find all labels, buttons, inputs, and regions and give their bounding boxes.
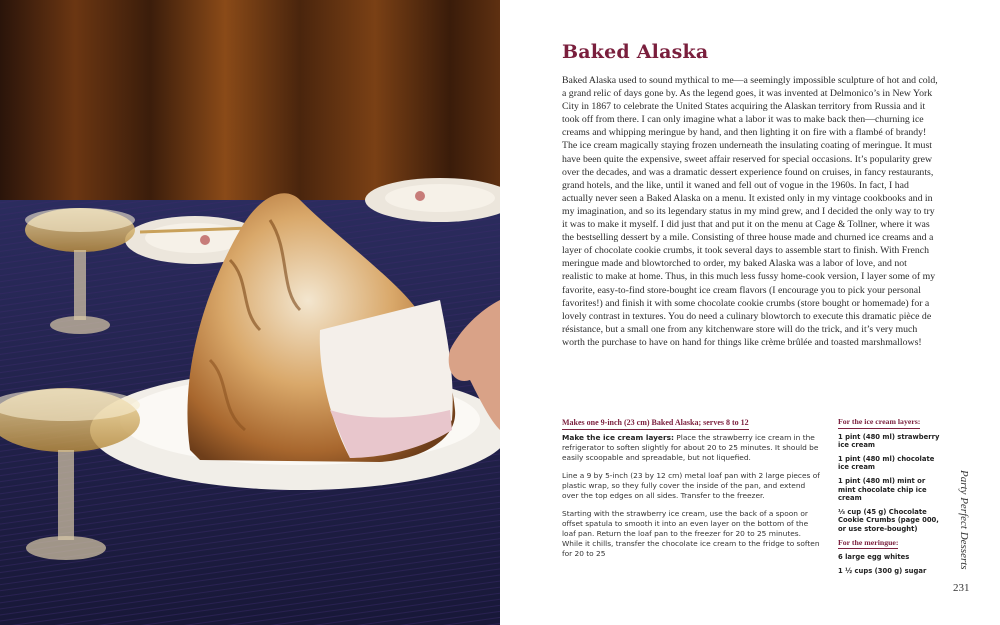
method-step <box>562 509 822 559</box>
step-text: Place the strawberry ice cream in the refrigerator to soften slightly for about 20 to 25 minutes. It should be easily scoopable and spreadable, but not liquefied. <box>562 433 819 462</box>
recipe-method <box>562 418 822 567</box>
page-number: 231 <box>953 582 970 594</box>
ingredient-item: 1 pint (480 ml) strawberry ice cream <box>838 432 940 450</box>
step-text: Line a 9 by 5-inch (23 by 12 cm) metal loaf pan with 2 large pieces of plastic wrap, so they fully cover the inside of the pan, and extend over the top edges on all sides. Transfer to the freezer. <box>562 471 820 500</box>
recipe-title: Baked Alaska <box>562 41 709 63</box>
recipe-yield: Makes one 9-inch (23 cm) Baked Alaska; serves 8 to 12 <box>562 418 749 430</box>
ingredients-heading-meringue: For the meringue: <box>838 539 898 550</box>
recipe-page <box>500 0 1000 625</box>
step-lead: Make the ice cream layers: <box>562 433 674 442</box>
ingredient-item: 1 pint (480 ml) chocolate ice cream <box>838 454 935 472</box>
chapter-side-label: Party Perfect Desserts <box>958 470 970 570</box>
ingredients-heading-ice-cream: For the ice cream layers: <box>838 418 920 429</box>
recipe-intro: Baked Alaska used to sound mythical to me—a seemingly impossible sculpture of hot and cold, a grand relic of days gone by. As the legend goes, it was invented at Delmonico’s in New York City in 1867 to celebrate the United States acquiring the Alaskan territory from Russia and it took off from there. I can only imagine what a labor it was to make back then—churning ice creams and whipping meringue by hand, and then lighting it on fire with a flambé of brandy! The ice cream magically staying frozen underneath the insulating coating of meringue. It must have been quite the expensive, sweet affair reserved for special occasions. It’s popularity grew over the decades, and was a dramatic dessert experience found on cruises, in fancy restaurants, grand hotels, and the like, until it waned and fell out of vogue in the 1960s. In fact, I had actually never seen a Baked Alaska on a menu. It existed only in my vintage cookbooks and in my imagination, and so its legendary status in my mind grew, and I decided the only way to try it was to make it myself. I did just that and put it on the menu at Cage & Tollner, where it was the bestselling dessert by a mile. Consisting of three house made and churned ice creams and a layer of chocolate cookie crumbs, it took several days to assemble start to finish. With French meringue made and blowtorched to order, my baked Alaska was a labor of love, and not realistic to make at home. Thus, in this much less fussy home-cook version, I layer some of my favorite, easy-to-find store-bought ice cream flavors (I encourage you to pick your personal favorites!) and finish it with some chocolate cookie crumbs (store bought or homemade) for a lovely contrast in textures. You do need a culinary blowtorch to execute this dramatic pièce de résistance, but a small one from any kitchenware store will do the trick, and it’s very much worth the purchase to have on hand for things like crème brûlée and toasted marshmallows! <box>562 75 938 348</box>
method-step <box>562 433 822 463</box>
ingredients-list <box>838 418 943 580</box>
ingredient-item: 1 pint (480 ml) mint or mint chocolate chip ice cream <box>838 476 927 503</box>
step-text: Starting with the strawberry ice cream, use the back of a spoon or offset spatula to smooth it into an even layer on the bottom of the loaf pan. Return the loaf pan to the freezer for 20 to 25 minutes. While it chills, transfer the chocolate ice cream to the fridge to soften for 20 to 25 <box>562 509 820 558</box>
ingredient-item: 1 ½ cups (300 g) sugar <box>838 566 927 575</box>
ingredient-item: ⅓ cup (45 g) Chocolate Cookie Crumbs (page 000, or use store-bought) <box>838 507 939 533</box>
method-step <box>562 471 822 501</box>
ingredient-item: 6 large egg whites <box>838 553 910 562</box>
